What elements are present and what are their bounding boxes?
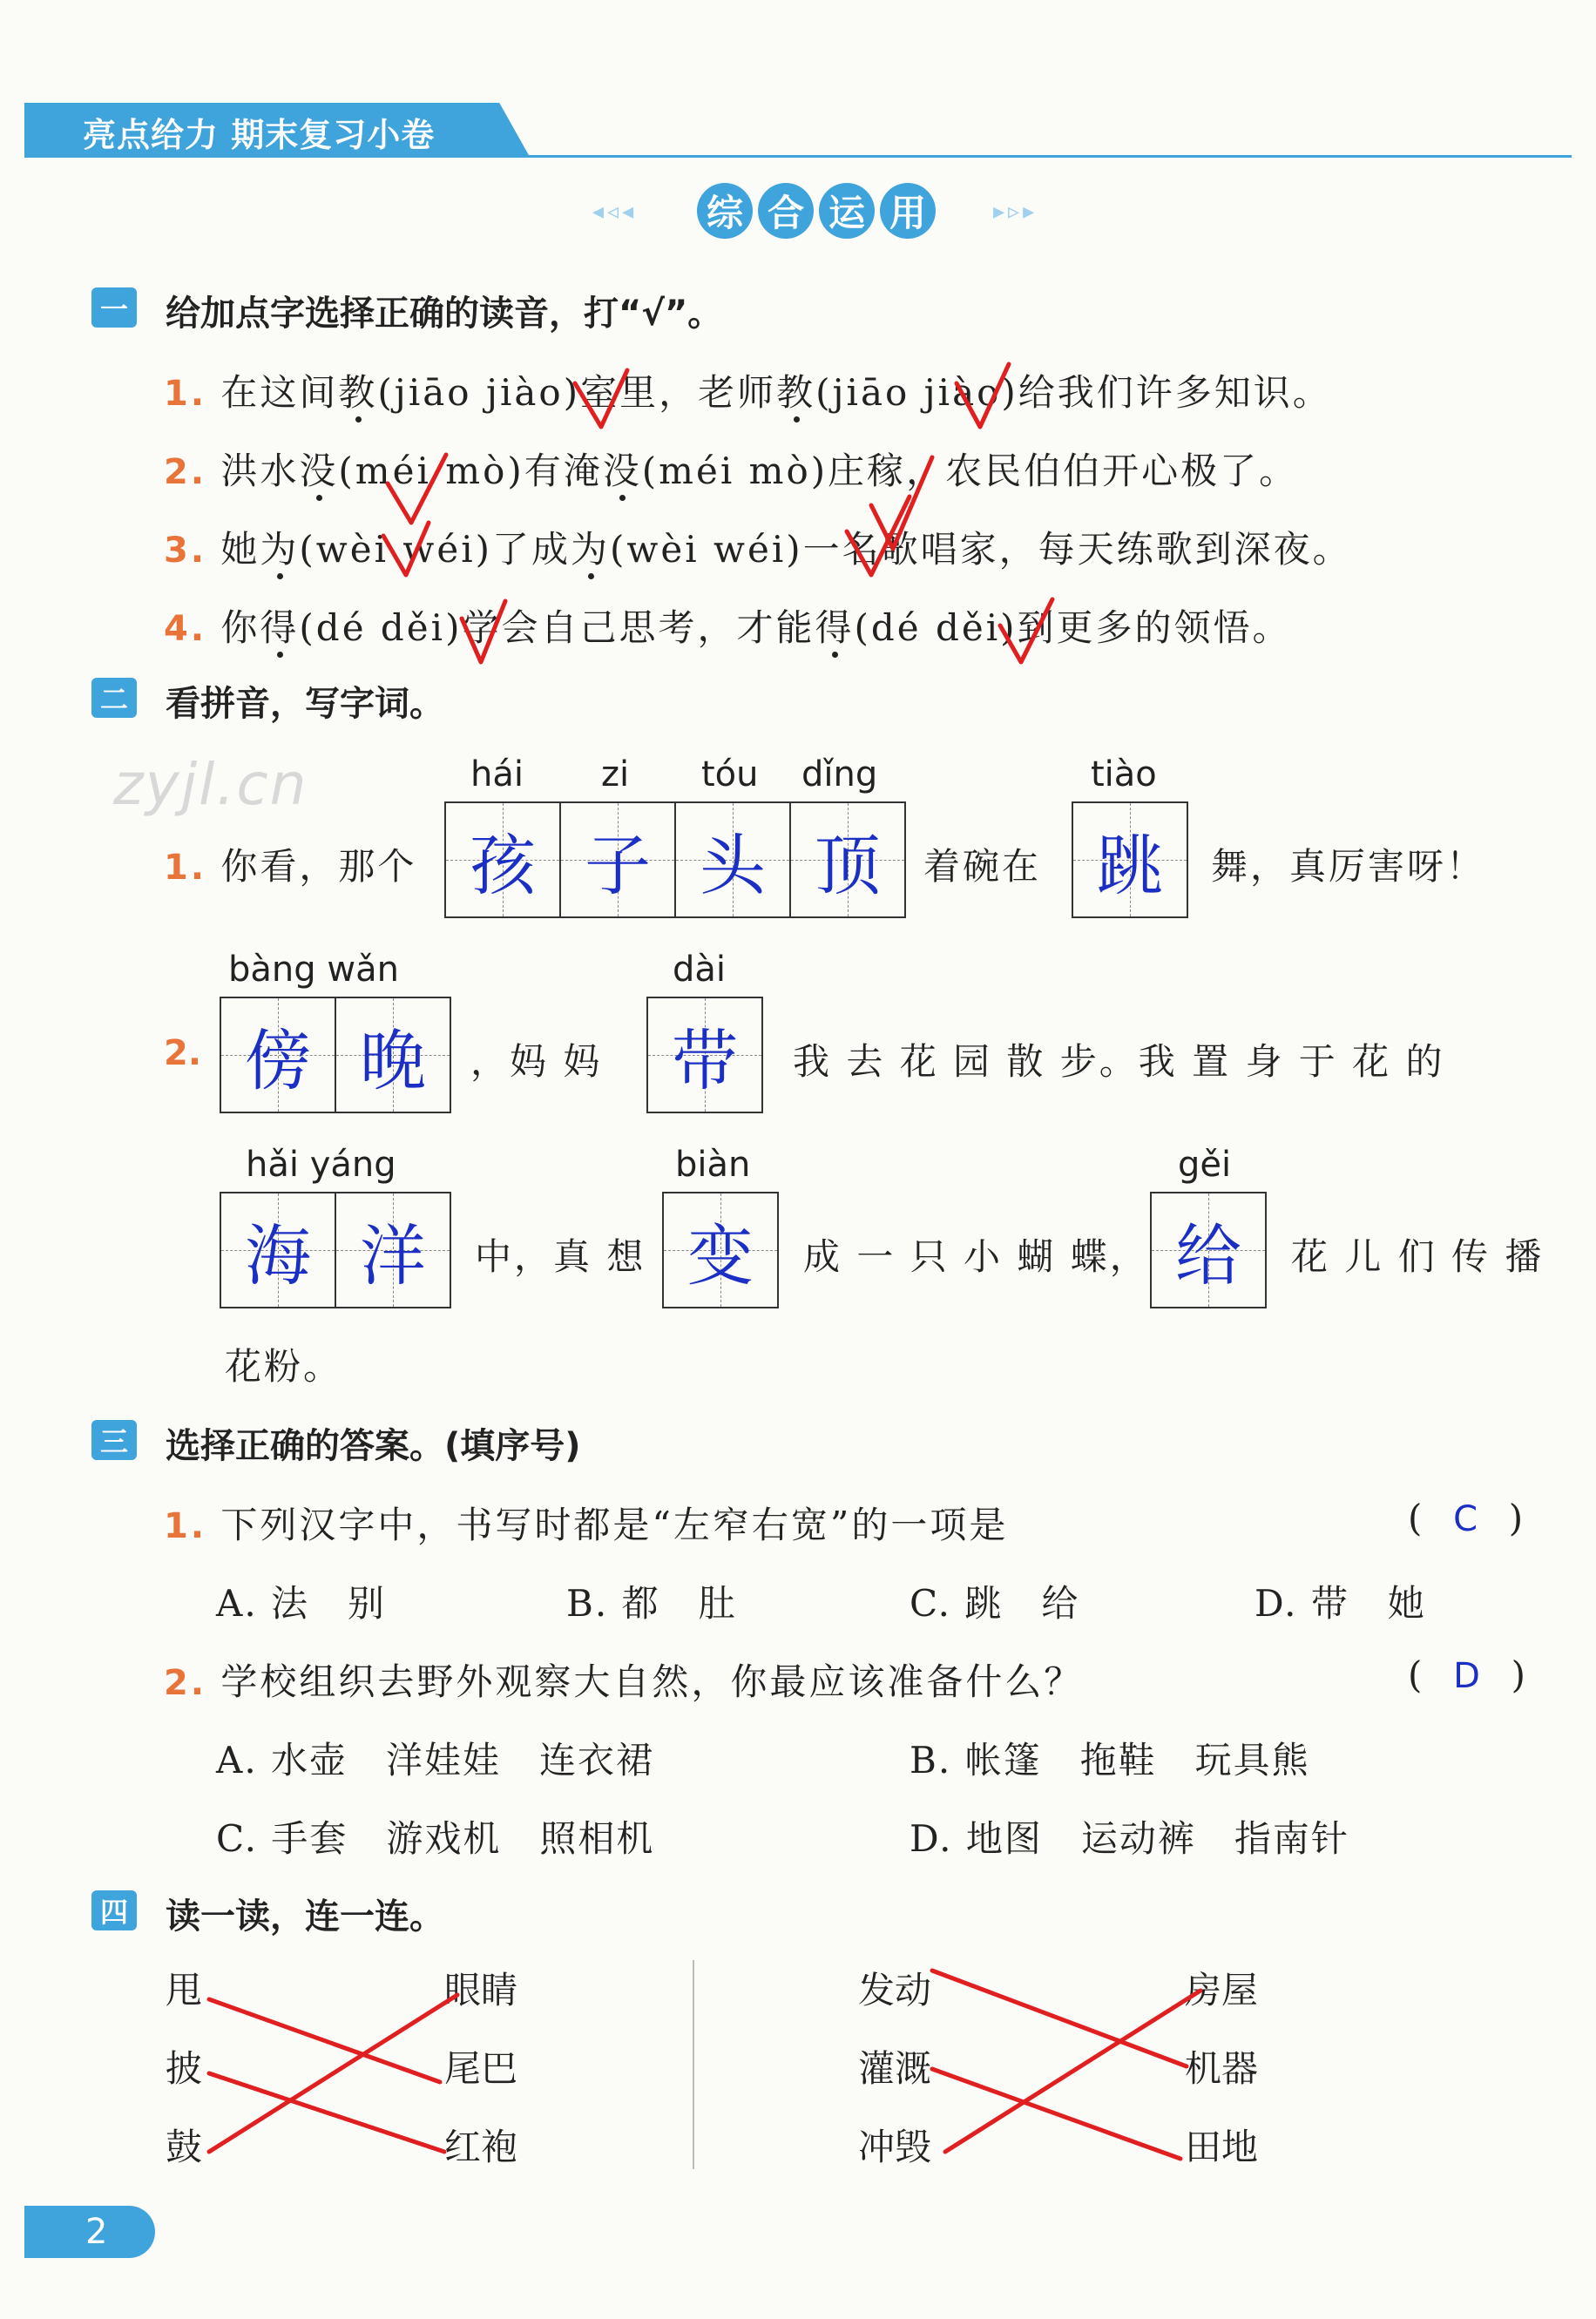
answer-cell: 海 [221,1193,335,1307]
match-left: 冲毁 [858,2126,932,2168]
pinyin: gěi [1178,1145,1232,1185]
match-right: 尾巴 [444,2047,518,2090]
match-left: 灌溉 [858,2047,932,2090]
match-left: 发动 [858,1969,932,2011]
section-title-char: 用 [880,183,936,239]
answer-cell: 洋 [335,1193,450,1307]
right-arrows-icon: ▸▹▸ [993,199,1038,225]
match-left: 甩 [166,1969,203,2011]
match-right: 眼睛 [444,1969,518,2011]
check-mark-icon [1000,599,1052,662]
check-mark-icon [462,601,505,662]
answer-paren: ( D ) [1408,1653,1528,1696]
q3-badge: 三 [91,1420,137,1460]
q2-title: 看拼音，写字词。 [166,684,444,724]
pinyin: zi [601,754,630,794]
option: A. 水壶 洋娃娃 连衣裙 [216,1739,655,1782]
q2-badge: 二 [91,678,137,718]
section-title-char: 运 [819,183,875,239]
q3-title: 选择正确的答案。(填序号) [166,1426,581,1466]
left-arrows-icon: ◂◃◂ [592,199,638,225]
option: C. 手套 游戏机 照相机 [216,1817,655,1860]
pinyin: dài [673,950,727,990]
q3-item-2: 2. 学校组织去野外观察大自然，你最应该准备什么？ [164,1660,1084,1703]
match-right: 机器 [1185,2047,1259,2090]
q2-item-1-mid: 着碗在 [923,845,1042,888]
match-line [932,1971,1187,2066]
q4-title: 读一读，连一连。 [166,1896,444,1937]
q2-text: 中，真 想 [475,1235,646,1278]
section-title-char: 合 [758,183,814,239]
q1-title: 给加点字选择正确的读音，打“√”。 [166,294,723,334]
option: D. 地图 运动裤 指南针 [910,1817,1349,1860]
q2-text: 我 去 花 园 散 步。我 置 身 于 花 的 [793,1040,1445,1083]
answer-letter: D [1453,1656,1483,1696]
q1-item-2: 2. 洪水没(méi mò)有淹没(méi mò)庄稼，农民伯伯开心极了。 [164,450,1299,492]
option: D. 带 她 [1254,1582,1426,1625]
answer-cell: 变 [664,1193,777,1307]
q4-badge: 四 [91,1890,137,1930]
pinyin: biàn [675,1145,751,1185]
answer-cell: 顶 [789,803,904,916]
match-right: 红袍 [444,2126,518,2168]
pinyin: hái [470,754,524,794]
pinyin: dǐng [801,754,878,794]
pinyin: hǎi yáng [246,1145,396,1185]
page-number: 2 [24,2206,155,2258]
check-mark-icon [871,457,932,549]
answer-cell: 孩 [446,803,559,916]
check-mark-icon [388,455,446,523]
q2-text: 花粉。 [225,1345,343,1388]
answer-cell: 给 [1152,1193,1265,1307]
match-line [209,1999,440,2082]
q1-item-3: 3. 她为(wèi wéi)了成为(wèi wéi)一名歌唱家，每天练歌到深夜。 [164,528,1352,571]
header-title: 亮点给力 期末复习小卷 [83,116,436,154]
answer-cell: 头 [674,803,789,916]
answer-cell: 跳 [1073,803,1187,916]
check-mark-icon [957,364,1009,427]
watermark: zyjl.cn [113,751,308,818]
match-line [945,1991,1200,2152]
q2-text: 成 一 只 小 蝴 蝶， [803,1235,1149,1278]
answer-letter: C [1453,1499,1481,1539]
q1-item-4: 4. 你得(dé děi)学会自己思考，才能得(dé děi)到更多的领悟。 [164,606,1292,649]
option: B. 帐篷 拖鞋 玩具熊 [910,1739,1310,1782]
match-line [209,2073,444,2152]
match-left: 鼓 [166,2126,203,2168]
match-right: 房屋 [1185,1969,1259,2011]
pinyin: tiào [1091,754,1157,794]
check-mark-icon [575,370,627,427]
answer-cell: 傍 [221,998,335,1112]
answer-paren: ( C ) [1408,1497,1526,1539]
q1-item-1: 1. 在这间教(jiāo jiào)室里，老师教(jiāo jiào)给我们许多知识。 [164,371,1332,414]
answer-cell: 子 [559,803,674,916]
match-left: 披 [166,2047,203,2090]
q3-item-1: 1. 下列汉字中，书写时都是“左窄右宽”的一项是 [164,1504,1009,1546]
q2-text: 花 儿 们 传 播 [1291,1235,1545,1278]
pinyin: tóu [701,754,759,794]
option: C. 跳 给 [910,1582,1080,1625]
q1-badge: 一 [91,287,137,328]
option: B. 都 肚 [566,1582,737,1625]
match-right: 田地 [1185,2126,1259,2168]
pinyin: bàng wǎn [228,950,399,990]
q2-text: ，妈 妈 [470,1040,603,1083]
option: A. 法 别 [216,1582,387,1625]
answer-cell: 带 [648,998,761,1112]
q2-item-1-pre: 1. 你看，那个 [164,845,417,888]
check-mark-icon [383,523,429,575]
q2-item-1-post: 舞，真厉害呀！ [1211,845,1486,888]
section-title-char: 综 [697,183,753,239]
q2-item-2-num: 2. [164,1033,202,1073]
answer-cell: 晚 [335,998,450,1112]
